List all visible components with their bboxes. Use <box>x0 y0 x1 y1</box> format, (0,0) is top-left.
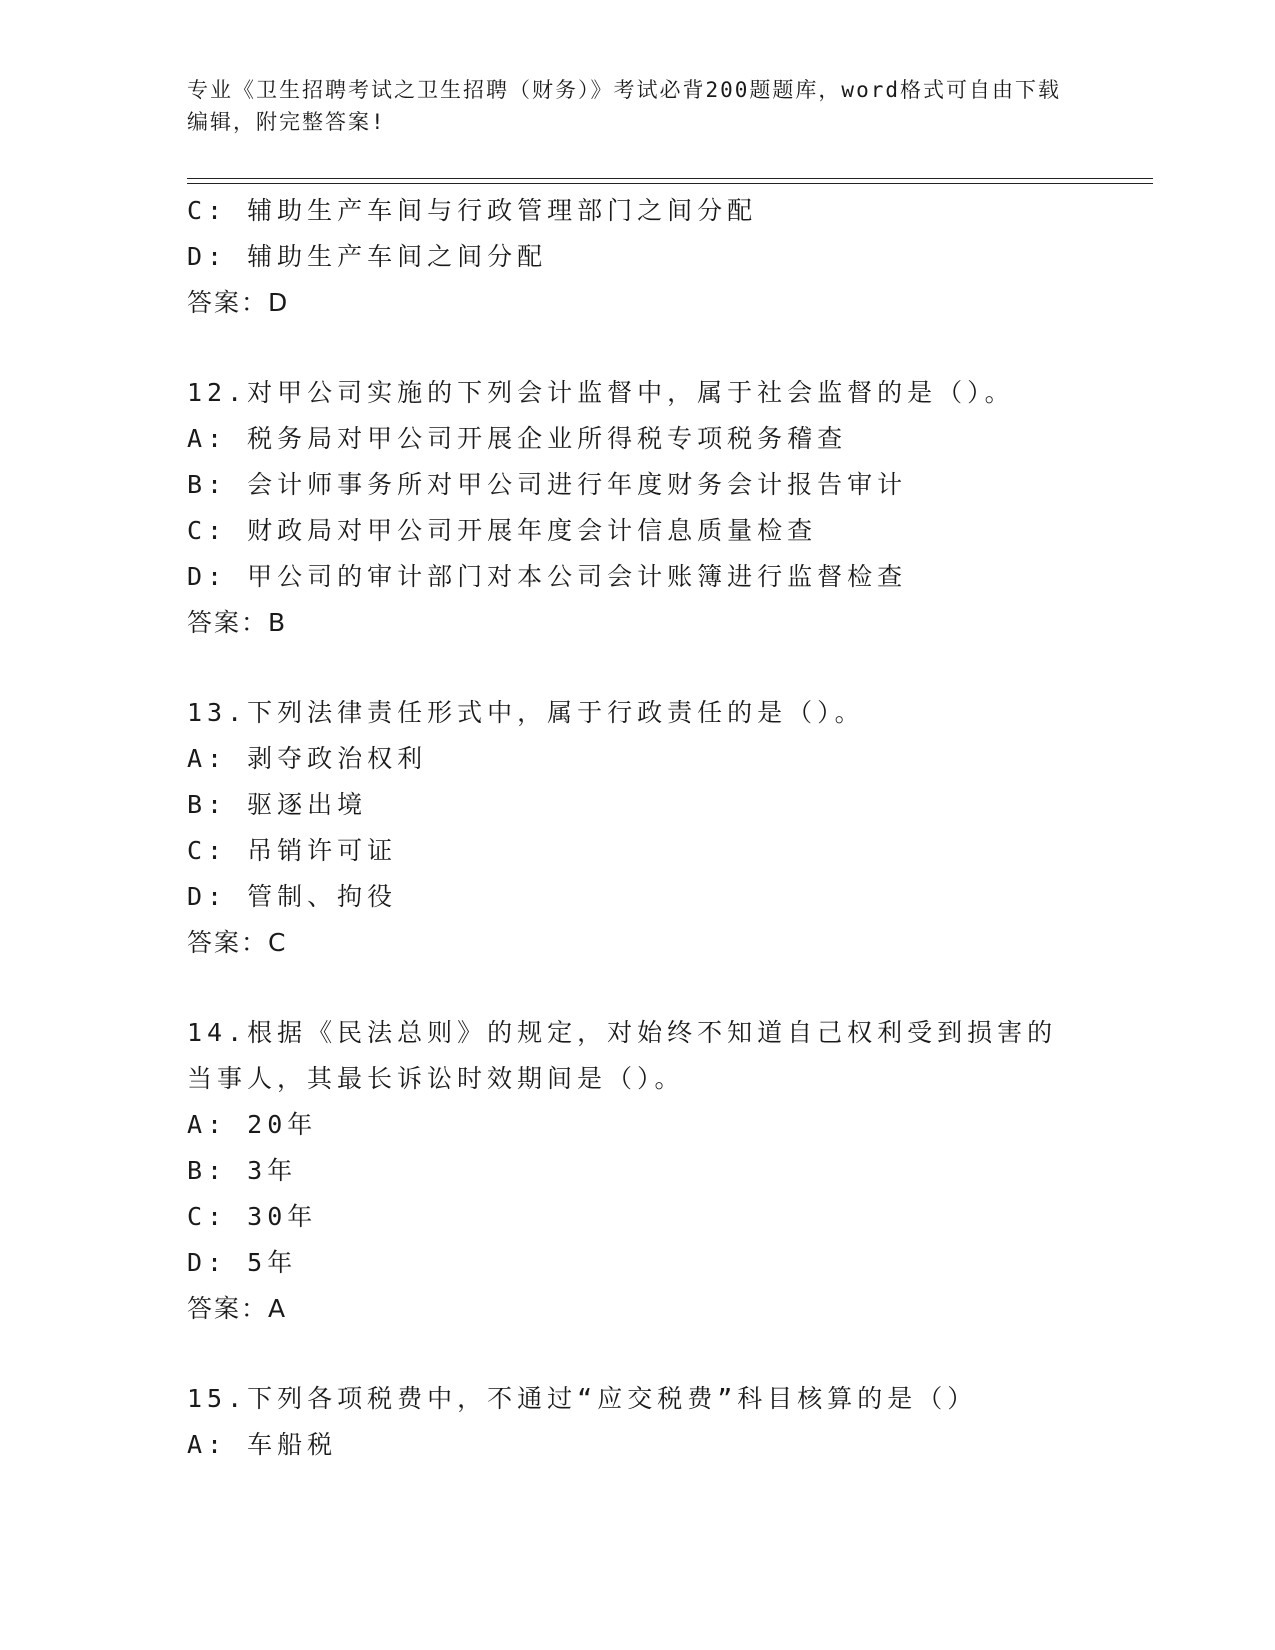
option-d: D: 辅助生产车间之间分配 <box>187 242 548 271</box>
option-c: C: 30年 <box>187 1202 318 1231</box>
header-divider-bottom <box>187 183 1153 184</box>
document-header <box>187 74 1067 138</box>
spacer <box>187 326 1087 370</box>
option-a: A: 车船税 <box>187 1430 338 1459</box>
option-d: D: 甲公司的审计部门对本公司会计账簿进行监督检查 <box>187 562 908 591</box>
spacer <box>187 646 1087 690</box>
question-14 <box>187 1010 1087 1332</box>
option-a: A: 税务局对甲公司开展企业所得税专项税务稽查 <box>187 424 848 453</box>
spacer <box>187 1332 1087 1376</box>
question-list <box>187 188 1087 1468</box>
question-stem: 12.对甲公司实施的下列会计监督中，属于社会监督的是（）。 <box>187 378 1015 407</box>
answer: 答案：B <box>187 608 288 637</box>
option-c: C: 吊销许可证 <box>187 836 398 865</box>
option-c: C: 财政局对甲公司开展年度会计信息质量检查 <box>187 516 818 545</box>
header-title: 专业《卫生招聘考试之卫生招聘（财务）》考试必背200题题库，word格式可自由下载编辑，附完整答案! <box>187 78 1061 134</box>
option-d: D: 管制、拘役 <box>187 882 398 911</box>
option-b: B: 3年 <box>187 1156 298 1185</box>
option-b: B: 会计师事务所对甲公司进行年度财务会计报告审计 <box>187 470 908 499</box>
option-a: A: 剥夺政治权利 <box>187 744 428 773</box>
header-divider-top <box>187 178 1153 179</box>
answer: 答案：C <box>187 928 288 957</box>
question-11-continued <box>187 188 1087 326</box>
question-13 <box>187 690 1087 966</box>
answer: 答案：A <box>187 1294 288 1323</box>
option-b: B: 驱逐出境 <box>187 790 368 819</box>
question-12 <box>187 370 1087 646</box>
question-stem: 14.根据《民法总则》的规定，对始终不知道自己权利受到损害的当事人，其最长诉讼时效期间是（）。 <box>187 1018 1058 1093</box>
option-a: A: 20年 <box>187 1110 318 1139</box>
answer: 答案：D <box>187 288 290 317</box>
spacer <box>187 966 1087 1010</box>
question-stem: 15.下列各项税费中，不通过“应交税费”科目核算的是（） <box>187 1384 978 1413</box>
option-c: C: 辅助生产车间与行政管理部门之间分配 <box>187 196 758 225</box>
question-15 <box>187 1376 1087 1468</box>
question-stem: 13.下列法律责任形式中，属于行政责任的是（）。 <box>187 698 865 727</box>
option-d: D: 5年 <box>187 1248 298 1277</box>
